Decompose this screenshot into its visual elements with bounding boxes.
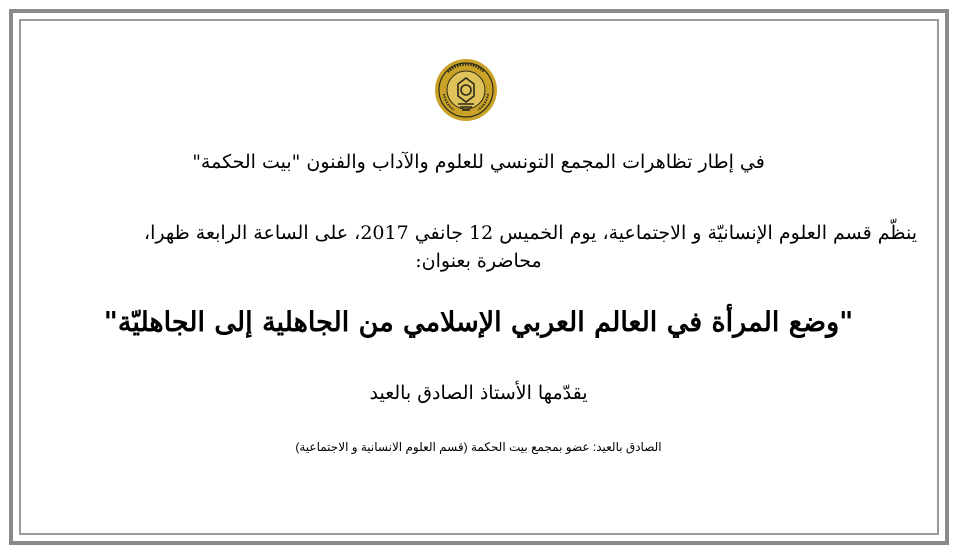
presenter-text: يقدّمها الأستاذ الصادق بالعيد	[369, 382, 588, 404]
intro-text: في إطار تظاهرات المجمع التونسي للعلوم والآداب والفنون "بيت الحكمة"	[192, 151, 765, 173]
bayt-al-hikma-seal-icon	[434, 58, 498, 122]
lecture-title: "وضع المرأة في العالم العربي الإسلامي من الجاهلية إلى الجاهليّة"	[103, 307, 854, 338]
announcement-line-1: ينظّم قسم العلوم الإنسانيّة و الاجتماعية، يوم الخميس 12 جانفي 2017، على الساعة الرابعة ظهرا،	[143, 222, 917, 244]
footnote-text: الصادق بالعيد: عضو بمجمع بيت الحكمة (قسم العلوم الانسانية و الاجتماعية)	[295, 440, 662, 454]
announcement-line-2: محاضرة بعنوان:	[415, 250, 542, 272]
